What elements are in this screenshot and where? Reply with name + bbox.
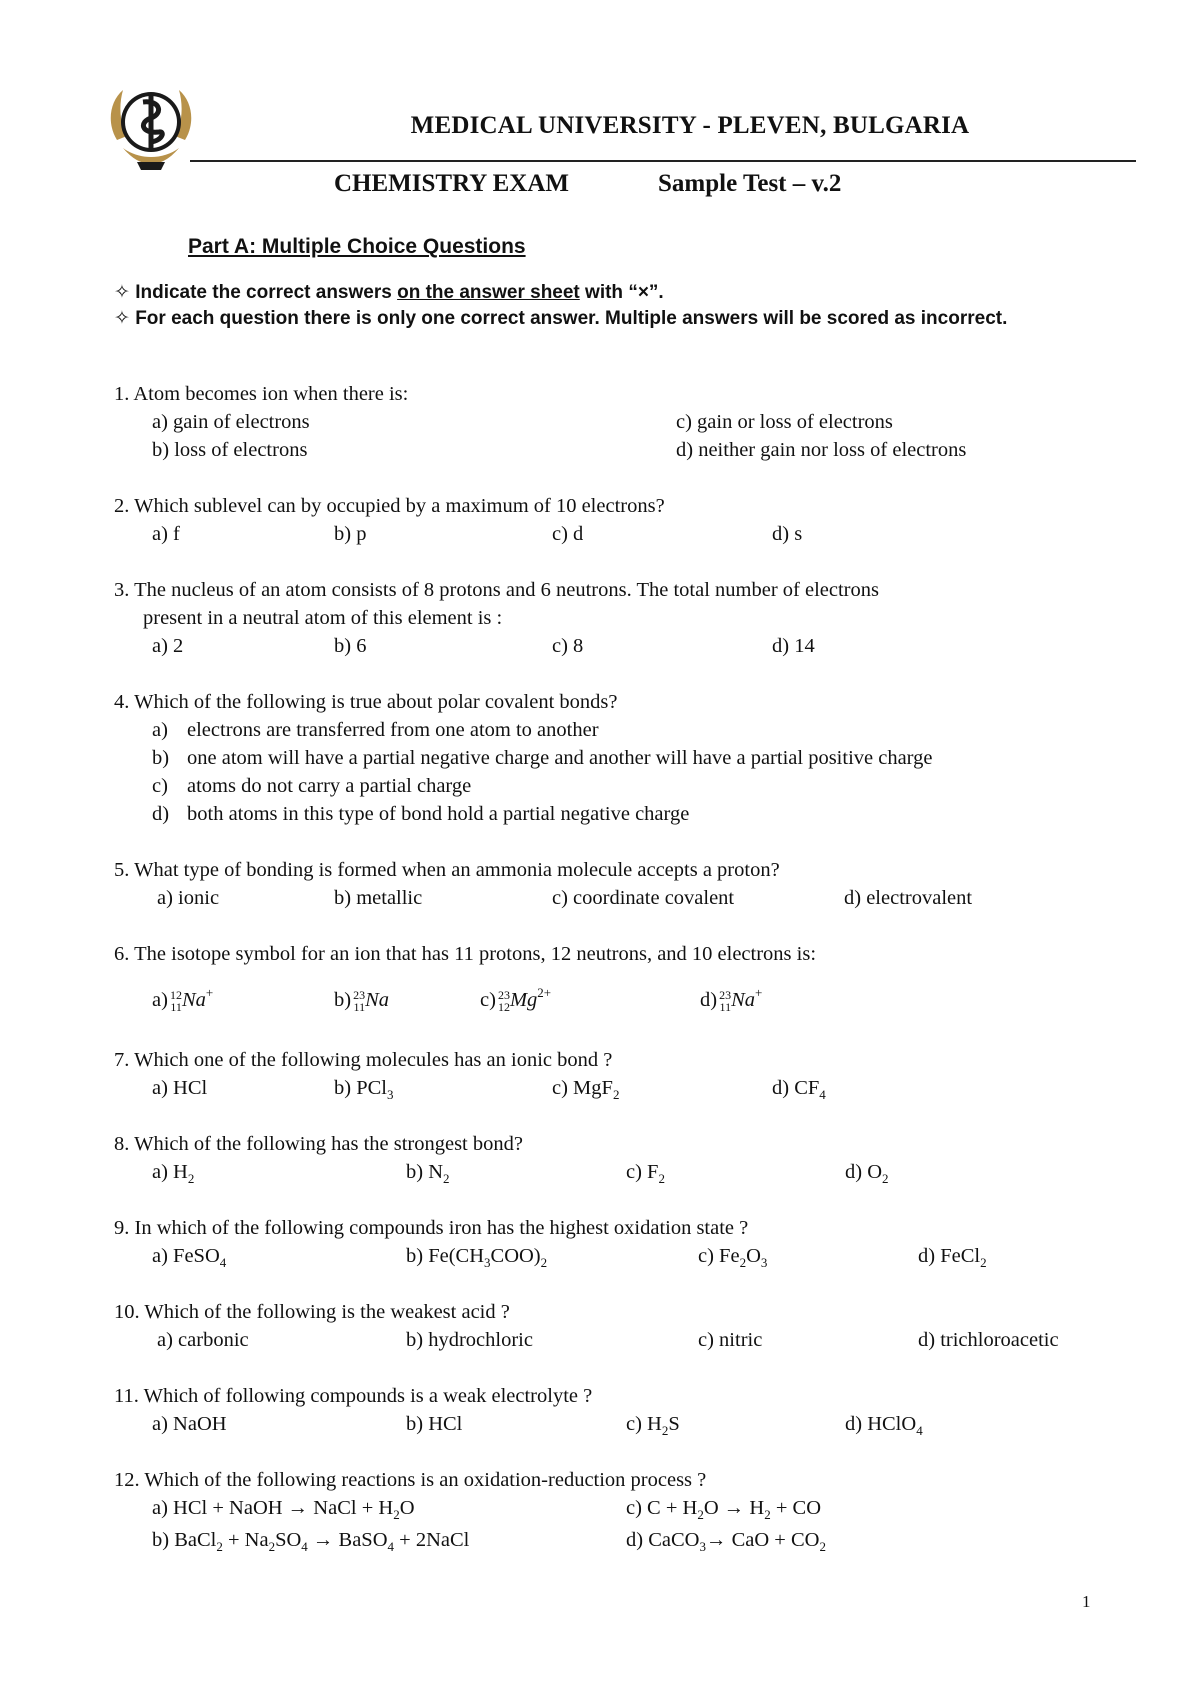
q12-b-p5: + 2NaCl (394, 1529, 470, 1551)
q8-b-sub: 2 (443, 1171, 450, 1187)
q12-b-p3: SO (275, 1529, 302, 1551)
q12-b-s4: 4 (387, 1539, 395, 1555)
page-number: 1 (1082, 1592, 1091, 1611)
question-6-stem: 6. The isotope symbol for an ion that has 11 protons, 12 neutrons, and 10 electrons is: (114, 943, 817, 965)
exam-version: Sample Test – v.2 (658, 170, 842, 197)
q7-option-d (772, 1074, 826, 1102)
q8-option-d (845, 1158, 889, 1186)
q12-d-s1: 3 (699, 1539, 706, 1555)
q3-option-a: a) 2 (152, 635, 184, 657)
q9-option-c (698, 1242, 767, 1270)
q8-option-b (406, 1158, 450, 1186)
q6-option-d (700, 986, 762, 1016)
q12-a-s1: 2 (393, 1507, 400, 1523)
exam-title: CHEMISTRY EXAM (334, 170, 570, 197)
q9-c-s2: 3 (760, 1255, 768, 1271)
q2-option-d: d) s (772, 523, 803, 545)
q5-option-c: c) coordinate covalent (552, 887, 735, 909)
q11-d-p1: d) HClO (845, 1413, 917, 1435)
q6-d-charge: + (755, 985, 763, 1000)
q1-option-b: b) loss of electrons (152, 439, 308, 461)
instruction-1-pre: ✧ Indicate the correct answers (114, 282, 398, 303)
q6-a-charge: + (205, 985, 214, 1000)
q12-option-c (626, 1494, 821, 1522)
q6-b-atomic: 11 (353, 1000, 366, 1015)
question-12-stem: 12. Which of the following reactions is an oxidation-reduction process ? (114, 1469, 707, 1491)
q5-option-b: b) metallic (334, 887, 423, 909)
q7-option-a (152, 1074, 207, 1102)
q12-option-d (626, 1526, 826, 1554)
q9-c-p1: c) Fe (698, 1245, 740, 1267)
q2-option-b: b) p (334, 523, 367, 545)
q12-b-s1: 2 (216, 1539, 223, 1555)
q6-c-atomic: 12 (497, 1000, 510, 1015)
q12-d-p2: → CaO + CO (705, 1529, 820, 1551)
q12-b-p2: + Na (222, 1529, 269, 1551)
q6-a-mass: 12 (169, 988, 182, 1003)
q12-b-p1: b) BaCl (152, 1529, 217, 1551)
instruction-1-post: with “×”. (579, 282, 664, 303)
q11-option-c (626, 1410, 680, 1438)
q9-b-p2: COO) (490, 1245, 541, 1267)
q9-b-s1: 3 (484, 1255, 491, 1271)
part-heading: Part A: Multiple Choice Questions (188, 235, 526, 258)
question-10-stem: 10. Which of the following is the weakest acid ? (114, 1301, 510, 1323)
q6-d-symbol: Na (731, 989, 756, 1011)
q4-option-c-letter: c) (152, 775, 168, 797)
q3-option-b: b) 6 (334, 635, 367, 657)
q6-d-mass: 23 (719, 988, 732, 1003)
q7-d-text: d) CF (772, 1077, 820, 1099)
q8-a-text: a) H (152, 1161, 188, 1183)
q12-b-s3: 4 (301, 1539, 308, 1555)
q6-a-atomic: 11 (170, 1000, 182, 1015)
q6-option-b (334, 986, 389, 1016)
q1-option-d: d) neither gain nor loss of electrons (676, 439, 967, 461)
q9-a-p1: a) FeSO (152, 1245, 220, 1267)
q6-d-atomic: 11 (719, 1000, 732, 1015)
q8-option-a (152, 1158, 194, 1186)
header-divider (190, 160, 1136, 162)
q7-option-c (552, 1074, 619, 1102)
q1-option-a: a) gain of electrons (152, 411, 310, 433)
q9-option-a (152, 1242, 226, 1270)
q10-option-c: c) nitric (698, 1329, 763, 1351)
q11-a-text: a) NaOH (152, 1413, 227, 1435)
q7-a-text: a) HCl (152, 1077, 208, 1099)
q4-option-a-letter: a) (152, 719, 168, 741)
q6-c-symbol: Mg (509, 989, 538, 1011)
question-2-stem: 2. Which sublevel can by occupied by a maximum of 10 electrons? (114, 495, 665, 517)
q7-b-text: b) PCl (334, 1077, 387, 1099)
question-8-stem: 8. Which of the following has the strongest bond? (114, 1133, 523, 1155)
q6-b-mass: 23 (353, 988, 366, 1003)
q12-a-p1: a) HCl + NaOH → NaCl + H (152, 1497, 394, 1519)
q9-option-d (918, 1242, 987, 1270)
question-1-stem: 1. Atom becomes ion when there is: (114, 383, 409, 405)
q11-c-s1: 2 (661, 1423, 669, 1439)
q12-c-s1: 2 (697, 1507, 704, 1523)
q10-option-d: d) trichloroacetic (918, 1329, 1059, 1351)
q9-d-p1: d) FeCl (918, 1245, 981, 1267)
q12-c-p2: O → H (703, 1497, 765, 1519)
q12-a-p2: O (399, 1497, 415, 1519)
q12-c-p1: c) C + H (626, 1497, 698, 1519)
q9-d-s1: 2 (980, 1255, 987, 1271)
q7-c-text: c) MgF (552, 1077, 613, 1099)
q8-d-sub: 2 (882, 1171, 889, 1187)
q9-c-p2: O (746, 1245, 761, 1267)
question-3-stem: 3. The nucleus of an atom consists of 8 protons and 6 neutrons. The total number of electrons (114, 579, 879, 601)
q11-b-text: b) HCl (406, 1413, 463, 1435)
q8-c-text: c) F (626, 1161, 659, 1183)
q4-option-d-letter: d) (152, 803, 170, 825)
q3-option-d: d) 14 (772, 635, 815, 657)
question-9-stem: 9. In which of the following compounds iron has the highest oxidation state ? (114, 1217, 749, 1239)
q12-b-s2: 2 (268, 1539, 276, 1555)
q12-d-s2: 2 (819, 1539, 826, 1555)
q4-option-b-text: one atom will have a partial negative charge and another will have a partial positive charge (187, 747, 933, 769)
q7-option-b (334, 1074, 393, 1102)
q1-option-c: c) gain or loss of electrons (676, 411, 893, 433)
q11-c-p2: S (668, 1413, 680, 1435)
q11-option-b (406, 1410, 462, 1438)
q7-b-sub: 3 (386, 1087, 394, 1103)
q11-d-s1: 4 (916, 1423, 923, 1439)
q12-b-p4: → BaSO (307, 1529, 388, 1551)
q11-c-p1: c) H (626, 1413, 662, 1435)
q12-d-p1: d) CaCO (626, 1529, 700, 1551)
q8-d-text: d) O (845, 1161, 883, 1183)
q11-option-a (152, 1410, 227, 1438)
q6-b-symbol: Na (365, 989, 390, 1011)
q3-option-c: c) 8 (552, 635, 584, 657)
university-logo-icon (103, 78, 199, 174)
q11-option-d (845, 1410, 923, 1438)
q6-option-a (152, 986, 213, 1016)
q2-option-a: a) f (152, 523, 180, 545)
question-3-stem-line2: present in a neutral atom of this element is : (143, 607, 503, 629)
q7-d-sub: 4 (819, 1087, 826, 1103)
q5-option-a: a) ionic (157, 887, 220, 909)
q8-a-sub: 2 (187, 1171, 195, 1187)
instruction-1-underlined: on the answer sheet (397, 282, 580, 303)
q5-option-d: d) electrovalent (844, 887, 973, 909)
q6-c-mass: 23 (497, 988, 510, 1003)
q9-c-s1: 2 (739, 1255, 747, 1271)
q12-option-a (152, 1494, 415, 1522)
q2-option-c: c) d (552, 523, 584, 545)
q6-a-symbol: Na (181, 989, 206, 1011)
q8-c-sub: 2 (658, 1171, 665, 1187)
q6-option-c (480, 986, 551, 1016)
q9-a-s1: 4 (219, 1255, 227, 1271)
q6-option-b-letter: b) (334, 989, 352, 1011)
q6-option-c-letter: c) (480, 989, 496, 1011)
q10-option-a: a) carbonic (157, 1329, 249, 1351)
q8-b-text: b) N (406, 1161, 444, 1183)
instruction-2: ✧ For each question there is only one correct answer. Multiple answers will be scored as incorrect. (114, 308, 1008, 329)
question-4-stem: 4. Which of the following is true about polar covalent bonds? (114, 691, 618, 713)
q7-c-sub: 2 (612, 1087, 620, 1103)
q4-option-d-text: both atoms in this type of bond hold a partial negative charge (187, 803, 690, 825)
q4-option-c-text: atoms do not carry a partial charge (187, 775, 472, 797)
instruction-1 (114, 280, 1092, 306)
question-5-stem: 5. What type of bonding is formed when an ammonia molecule accepts a proton? (114, 859, 780, 881)
q9-b-p1: b) Fe(CH (406, 1245, 485, 1267)
q4-option-a-text: electrons are transferred from one atom to another (187, 719, 599, 741)
q9-b-s2: 2 (540, 1255, 548, 1271)
university-title: MEDICAL UNIVERSITY - PLEVEN, BULGARIA (410, 112, 970, 139)
q10-option-b: b) hydrochloric (406, 1329, 533, 1351)
q6-option-a-letter: a) (152, 989, 168, 1011)
question-11-stem: 11. Which of following compounds is a weak electrolyte ? (114, 1385, 593, 1407)
q6-c-charge: 2+ (537, 985, 552, 1000)
q6-option-d-letter: d) (700, 989, 718, 1011)
q12-option-b (152, 1526, 469, 1554)
question-7-stem: 7. Which one of the following molecules has an ionic bond ? (114, 1049, 613, 1071)
q12-c-s2: 2 (764, 1507, 771, 1523)
q4-option-b-letter: b) (152, 747, 170, 769)
q9-option-b (406, 1242, 547, 1270)
q8-option-c (626, 1158, 665, 1186)
q12-c-p3: + CO (770, 1497, 821, 1519)
